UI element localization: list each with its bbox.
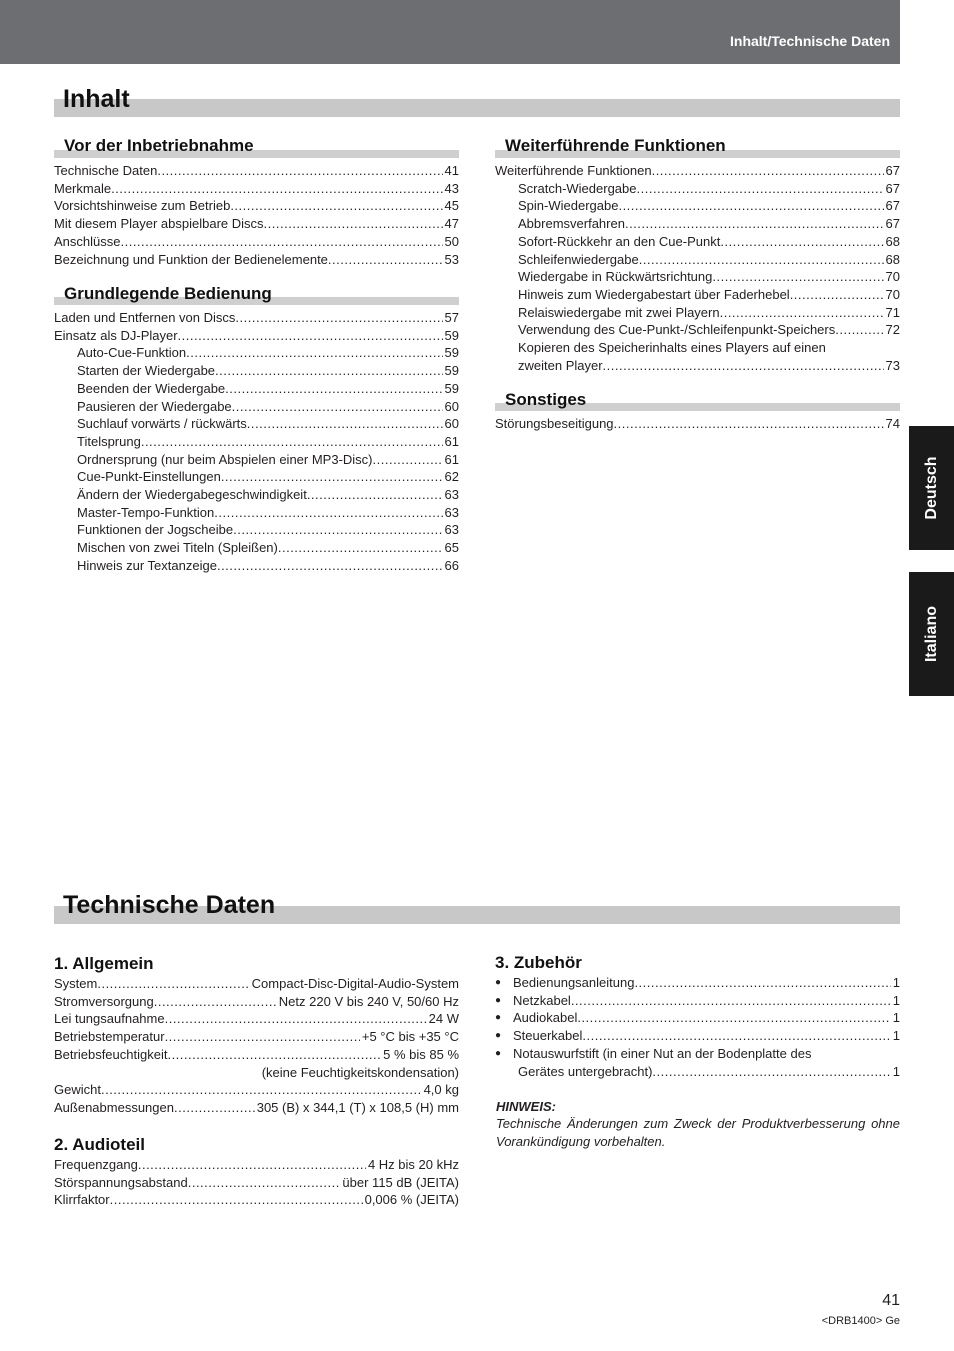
toc-list-vor bbox=[54, 162, 459, 268]
spec-row-leader bbox=[165, 1010, 427, 1028]
spec-row bbox=[54, 1174, 459, 1192]
tab-italiano-label: Italiano bbox=[922, 605, 940, 663]
toc-entry-text: Störungsbeseitigung bbox=[495, 416, 614, 431]
toc-entry-leader bbox=[235, 309, 442, 327]
spec-row bbox=[54, 1028, 459, 1046]
toc-entry bbox=[54, 162, 459, 180]
toc-entry-text: Vorsichtshinweise zum Betrieb bbox=[54, 198, 231, 214]
accessory-item-row-text: ● Netzkabel bbox=[513, 992, 571, 1008]
toc-entry-value: 67 bbox=[885, 180, 900, 196]
toc-entry-text: Schleifenwiedergabe bbox=[518, 251, 639, 267]
toc-entry-value: 67 bbox=[885, 198, 900, 214]
toc-entry-text: Wiedergabe in Rückwärtsrichtung bbox=[518, 269, 713, 285]
spec-row-leader bbox=[110, 1191, 363, 1209]
toc-entry-leader bbox=[264, 215, 443, 233]
accessory-item-row-leader bbox=[634, 974, 890, 992]
toc-entry-leader bbox=[232, 398, 443, 416]
toc-entry-leader bbox=[720, 233, 883, 251]
spec-row-leader bbox=[97, 975, 249, 993]
accessory-item-leader bbox=[652, 1063, 890, 1081]
toc-entry-text: Sofort-Rückkehr an den Cue-Punkt bbox=[518, 233, 721, 249]
spec-row-leader bbox=[154, 993, 277, 1011]
toc-entry-leader bbox=[225, 380, 442, 398]
spec-list-allgemein bbox=[54, 975, 459, 1117]
toc-entry-leader bbox=[639, 251, 884, 269]
accessory-item-row-text: ● Bedienungsanleitung bbox=[513, 975, 635, 990]
toc-entry-text: Relaiswiedergabe mit zwei Playern bbox=[518, 304, 720, 320]
toc-entry bbox=[54, 215, 459, 233]
toc-entry-value: 63 bbox=[444, 487, 459, 503]
toc-entry-leader bbox=[120, 233, 442, 251]
toc-entry-value: 59 bbox=[444, 327, 459, 343]
spec-row bbox=[54, 1099, 459, 1117]
toc-entry-leader bbox=[247, 415, 443, 433]
toc-entry-value: 60 bbox=[444, 416, 459, 432]
toc-entry-text: Weiterführende Funktionen bbox=[495, 163, 652, 178]
toc-entry-text: Technische Daten bbox=[54, 163, 158, 178]
accessory-item-row bbox=[513, 1027, 900, 1045]
spec-row-text: Störspannungsabstand bbox=[54, 1174, 188, 1190]
note-text: Technische Änderungen zum Zweck der Produktverbesserung ohne Vorankündigung vorbehalten. bbox=[496, 1116, 900, 1149]
toc-entry-leader bbox=[652, 162, 884, 180]
toc-entry-value: 43 bbox=[444, 180, 459, 196]
spec-row-text: Klirrfaktor bbox=[54, 1192, 110, 1208]
spec-row-value: 4,0 kg bbox=[423, 1082, 459, 1098]
toc-entry-text: Suchlauf vorwärts / rückwärts bbox=[77, 416, 247, 432]
toc-entry bbox=[495, 180, 900, 198]
toc-entry bbox=[495, 321, 900, 339]
toc-entry-leader bbox=[603, 357, 884, 375]
toc-entry-value: 70 bbox=[885, 269, 900, 285]
toc-entry-leader bbox=[233, 521, 442, 539]
tab-italiano[interactable] bbox=[909, 572, 954, 696]
toc-entry-value: 53 bbox=[444, 251, 459, 267]
toc-entry-text: Ordnersprung (nur beim Abspielen einer MP3-Disc) bbox=[77, 451, 373, 467]
toc-entry-leader bbox=[307, 486, 443, 504]
toc-entry bbox=[54, 468, 459, 486]
toc-entry-leader bbox=[141, 433, 443, 451]
spec-list-audioteil bbox=[54, 1156, 459, 1209]
spec-row-text: Gewicht bbox=[54, 1082, 101, 1098]
toc-entry-leader bbox=[278, 539, 443, 557]
toc-heading-grundlegend: Grundlegende Bedienung bbox=[64, 284, 272, 303]
toc-entry-leader bbox=[230, 197, 442, 215]
spec-row-text: Betriebsfeuchtigkeit bbox=[54, 1046, 168, 1062]
spec-row-text: Betriebstemperatur bbox=[54, 1029, 165, 1045]
toc-entry-text: Cue-Punkt-Einstellungen bbox=[77, 469, 221, 485]
toc-entry-value: 61 bbox=[444, 451, 459, 467]
spec-row-value: 305 (B) x 344,1 (T) x 108,5 (H) mm bbox=[256, 1099, 459, 1115]
spec-row-continuation: (keine Feuchtigkeitskondensation) bbox=[261, 1064, 459, 1080]
spec-row bbox=[54, 1010, 459, 1028]
spec-row bbox=[54, 1156, 459, 1174]
toc-entry-text: Mit diesem Player abspielbare Discs bbox=[54, 216, 264, 232]
toc-entry-value: 50 bbox=[444, 233, 459, 249]
toc-entry bbox=[54, 233, 459, 251]
toc-entry-value: 66 bbox=[444, 557, 459, 573]
toc-entry-leader bbox=[178, 327, 443, 345]
spec-row-value: Compact-Disc-Digital-Audio-System bbox=[251, 976, 459, 991]
toc-list-grundlegend bbox=[54, 309, 459, 575]
inhalt-title-band bbox=[54, 99, 900, 117]
accessory-item bbox=[495, 1009, 900, 1027]
toc-entry-value: 72 bbox=[885, 322, 900, 338]
toc-entry-value: 67 bbox=[885, 216, 900, 232]
toc-entry-text: Auto-Cue-Funktion bbox=[77, 345, 187, 361]
toc-entry bbox=[495, 162, 900, 180]
toc-entry-text: Anschlüsse bbox=[54, 233, 121, 249]
toc-entry-value: 67 bbox=[885, 163, 900, 178]
toc-entry-value: 63 bbox=[444, 504, 459, 520]
spec-row-value: 24 W bbox=[428, 1011, 459, 1027]
accessory-item-value: 1 bbox=[892, 1063, 900, 1079]
toc-entry-text: Pausieren der Wiedergabe bbox=[77, 398, 232, 414]
toc-entry bbox=[54, 486, 459, 504]
toc-entry-leader bbox=[186, 344, 442, 362]
toc-entry-value: 41 bbox=[444, 163, 459, 178]
toc-entry-leader bbox=[214, 504, 442, 522]
toc-entry bbox=[495, 286, 900, 304]
toc-list-weiterfuehrend bbox=[495, 162, 900, 374]
toc-entry-text: Bezeichnung und Funktion der Bedienelemente bbox=[54, 251, 328, 267]
toc-entry-value: 68 bbox=[885, 251, 900, 267]
toc-entry-text: Abbremsverfahren bbox=[518, 216, 625, 232]
toc-entry bbox=[495, 215, 900, 233]
toc-entry bbox=[54, 557, 459, 575]
toc-entry-value: 63 bbox=[444, 522, 459, 538]
spec-row bbox=[54, 993, 459, 1011]
spec-heading-audioteil: 2. Audioteil bbox=[54, 1135, 145, 1154]
toc-entry bbox=[54, 504, 459, 522]
spec-row-text: System bbox=[54, 976, 98, 991]
accessory-item bbox=[495, 1027, 900, 1045]
toc-entry-text: Laden und Entfernen von Discs bbox=[54, 310, 236, 325]
spec-heading-allgemein: 1. Allgemein bbox=[54, 954, 154, 973]
accessory-item-row-text: ● Steuerkabel bbox=[513, 1028, 583, 1044]
toc-entry bbox=[54, 197, 459, 215]
toc-entry-leader bbox=[111, 180, 442, 198]
toc-entry-text: Funktionen der Jogscheibe bbox=[77, 522, 234, 538]
toc-entry bbox=[54, 344, 459, 362]
spec-row-leader bbox=[165, 1028, 360, 1046]
toc-entry bbox=[495, 415, 900, 433]
toc-entry-text: zweiten Player bbox=[518, 357, 603, 373]
toc-entry-text: Verwendung des Cue-Punkt-/Schleifenpunkt-Speichers bbox=[518, 322, 836, 338]
accessory-item-row bbox=[513, 974, 900, 992]
toc-entry-leader bbox=[215, 362, 443, 380]
toc-entry-value: 71 bbox=[885, 304, 900, 320]
tab-deutsch[interactable] bbox=[909, 426, 954, 550]
toc-entry-leader bbox=[157, 162, 442, 180]
accessory-item: ● Notauswurfstift (in einer Nut an der Bodenplatte des bbox=[495, 1045, 900, 1063]
spec-row-text: Außenabmessungen bbox=[54, 1099, 174, 1115]
accessory-item-row-leader bbox=[571, 992, 891, 1010]
toc-entry-leader bbox=[790, 286, 884, 304]
toc-entry-leader bbox=[328, 251, 443, 269]
toc-entry bbox=[54, 433, 459, 451]
toc-entry bbox=[495, 304, 900, 322]
accessory-item-row-value: 1 bbox=[892, 1028, 900, 1044]
toc-entry bbox=[54, 539, 459, 557]
accessory-item-row-value: 1 bbox=[892, 992, 900, 1008]
toc-entry-value: 73 bbox=[885, 357, 900, 373]
toc-entry bbox=[54, 180, 459, 198]
accessory-item-row-leader bbox=[577, 1009, 890, 1027]
accessory-item-row-value: 1 bbox=[892, 1010, 900, 1026]
spec-row-text: Frequenzgang bbox=[54, 1157, 138, 1172]
toc-heading-sonstiges: Sonstiges bbox=[505, 390, 587, 409]
page-number: 41 bbox=[882, 1292, 900, 1309]
toc-entry bbox=[495, 268, 900, 286]
tab-deutsch-label: Deutsch bbox=[922, 456, 940, 520]
spec-row-value: Netz 220 V bis 240 V, 50/60 Hz bbox=[278, 993, 459, 1009]
toc-entry-leader bbox=[373, 451, 443, 469]
spec-row-value: 0,006 % (JEITA) bbox=[364, 1192, 459, 1208]
accessory-item-row-text: ● Audiokabel bbox=[513, 1010, 578, 1026]
toc-entry-leader bbox=[217, 557, 443, 575]
accessory-item-text: Gerätes untergebracht) bbox=[518, 1063, 653, 1079]
spec-row bbox=[54, 975, 459, 993]
toc-entry-value: 59 bbox=[444, 345, 459, 361]
toc-entry-text: Beenden der Wiedergabe bbox=[77, 380, 226, 396]
toc-entry-text: Spin-Wiedergabe bbox=[518, 198, 619, 214]
toc-entry bbox=[54, 327, 459, 345]
accessory-item bbox=[495, 1063, 900, 1081]
toc-entry bbox=[54, 451, 459, 469]
toc-entry-leader bbox=[625, 215, 884, 233]
toc-entry-value: 47 bbox=[444, 216, 459, 232]
toc-entry-leader bbox=[637, 180, 884, 198]
spec-row-leader bbox=[188, 1174, 341, 1192]
toc-entry bbox=[54, 415, 459, 433]
header-bar bbox=[0, 0, 900, 64]
toc-entry-leader bbox=[720, 304, 884, 322]
toc-entry-leader bbox=[618, 197, 883, 215]
toc-entry bbox=[54, 380, 459, 398]
accessory-item-row-leader bbox=[582, 1027, 890, 1045]
spec-list-zubehoer bbox=[495, 974, 900, 1080]
spec-row-value: +5 °C bis +35 °C bbox=[361, 1029, 459, 1045]
spec-row-leader bbox=[101, 1081, 422, 1099]
toc-entry-text: Merkmale bbox=[54, 180, 112, 196]
spec-row-text: Lei tungsaufnahme bbox=[54, 1011, 165, 1027]
toc-entry-value: 60 bbox=[444, 398, 459, 414]
toc-entry-value: 59 bbox=[444, 380, 459, 396]
toc-entry-text: Scratch-Wiedergabe bbox=[518, 180, 637, 196]
toc-entry bbox=[54, 251, 459, 269]
toc-entry-value: 57 bbox=[444, 310, 459, 325]
toc-entry-text: Titelsprung bbox=[77, 433, 141, 449]
toc-entry-leader bbox=[614, 415, 884, 433]
toc-entry bbox=[54, 521, 459, 539]
spec-row bbox=[54, 1081, 459, 1099]
toc-entry-text: Einsatz als DJ-Player bbox=[54, 327, 178, 343]
toc-entry-text: Mischen von zwei Titeln (Spleißen) bbox=[77, 540, 278, 556]
toc-entry bbox=[54, 309, 459, 327]
spec-row-value: 5 % bis 85 % bbox=[383, 1046, 459, 1062]
spec-row-value: 4 Hz bis 20 kHz bbox=[367, 1157, 459, 1172]
toc-entry-text: Hinweis zur Textanzeige bbox=[77, 557, 217, 573]
toc-entry-value: 65 bbox=[444, 540, 459, 556]
spec-row-value: über 115 dB (JEITA) bbox=[342, 1174, 459, 1190]
note-label: HINWEIS: bbox=[496, 1099, 556, 1114]
document-code: <DRB1400> Ge bbox=[821, 1315, 900, 1327]
accessory-item bbox=[495, 992, 900, 1010]
toc-entry-value: 62 bbox=[444, 469, 459, 485]
accessory-item-row bbox=[513, 1009, 900, 1027]
toc-heading-vor: Vor der Inbetriebnahme bbox=[64, 136, 254, 155]
spec-heading-zubehoer: 3. Zubehör bbox=[495, 953, 582, 972]
accessory-item-row bbox=[513, 992, 900, 1010]
toc-entry-leader bbox=[712, 268, 883, 286]
toc-entry-value: 70 bbox=[885, 286, 900, 302]
toc-entry-text: Hinweis zum Wiedergabestart über Faderhebel bbox=[518, 286, 790, 302]
toc-entry bbox=[495, 197, 900, 215]
toc-entry-value: 68 bbox=[885, 233, 900, 249]
accessory-item bbox=[495, 974, 900, 992]
spec-row bbox=[54, 1046, 459, 1064]
spec-row-leader bbox=[138, 1156, 366, 1174]
toc-heading-weiterfuehrend: Weiterführende Funktionen bbox=[505, 136, 726, 155]
toc-entry: Kopieren des Speicherinhalts eines Players auf einen bbox=[518, 340, 826, 356]
spec-row-leader bbox=[167, 1046, 381, 1064]
toc-entry-text: Master-Tempo-Funktion bbox=[77, 504, 215, 520]
toc-entry bbox=[495, 233, 900, 251]
toc-entry bbox=[54, 362, 459, 380]
toc-entry-value: 61 bbox=[444, 433, 459, 449]
spec-row-text: Stromversorgung bbox=[54, 993, 154, 1009]
inhalt-title: Inhalt bbox=[63, 85, 130, 113]
spec-row-leader bbox=[174, 1099, 255, 1117]
toc-entry-text: Starten der Wiedergabe bbox=[77, 363, 216, 379]
toc-entry-value: 45 bbox=[444, 198, 459, 214]
toc-entry bbox=[495, 251, 900, 269]
toc-entry-value: 59 bbox=[444, 363, 459, 379]
accessory-item-row-value: 1 bbox=[892, 975, 900, 990]
toc-entry-leader bbox=[835, 321, 883, 339]
toc-list-sonstiges bbox=[495, 415, 900, 433]
toc-entry-text: Ändern der Wiedergabegeschwindigkeit bbox=[77, 487, 307, 503]
toc-entry-value: 74 bbox=[885, 416, 900, 431]
header-title: Inhalt/Technische Daten bbox=[730, 33, 890, 49]
toc-entry-leader bbox=[221, 468, 443, 486]
spec-row bbox=[54, 1191, 459, 1209]
toc-entry bbox=[495, 357, 900, 375]
specs-title: Technische Daten bbox=[63, 891, 276, 919]
toc-entry bbox=[54, 398, 459, 416]
